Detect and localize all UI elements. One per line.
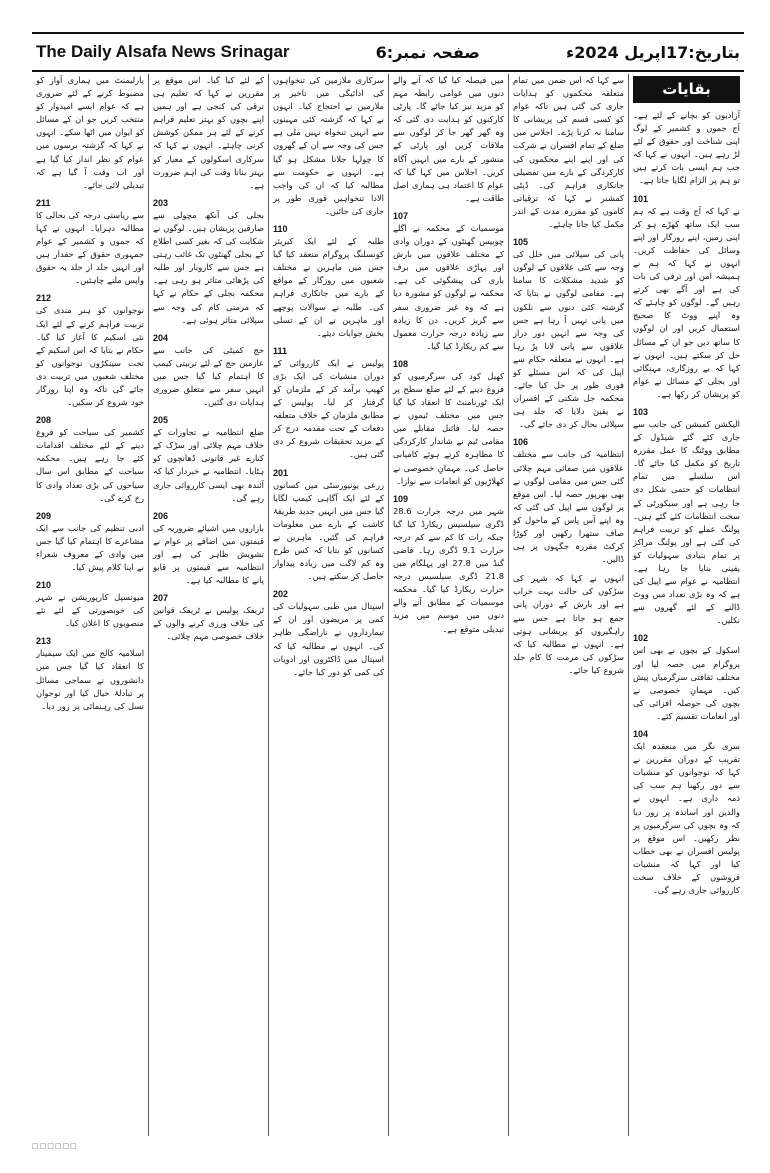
article-text: ٹریفک پولیس نے ٹریفک قوانین کی خلاف ورزی کرنے والوں کے خلاف خصوصی مہم چلائی۔: [153, 605, 264, 642]
article-number: 207: [153, 593, 169, 604]
column-3: [388, 74, 508, 1136]
article-text: زرعی یونیورسٹی میں کسانوں کے لئے ایک آگاہی کیمپ لگایا گیا جس میں انہیں جدید طریقۂ کاشت کے بارے میں معلومات فراہم کی گئیں۔ ماہرین نے کسانوں کو بتایا کہ کس طرح وہ کم لاگت میں زیادہ پیداوار حاصل کر سکتے ہیں۔: [273, 479, 384, 582]
article-text: موسمیات کے محکمہ نے اگلے چوبیس گھنٹوں کے دوران وادی کے مختلف علاقوں میں بارش اور پہاڑی علاقوں میں برف باری کی پیشگوئی کی ہے۔ محکمہ نے لوگوں کو مشورہ دیا ہے کہ وہ غیر ضروری سفر سے گریز کریں۔ دن کا زیادہ سے زیادہ درجہ حرارت معمول سے کم ریکارڈ کیا گیا۔: [393, 222, 504, 351]
article-text: پارلیمنٹ میں ہماری آواز کو مضبوط کرنے کے لئے ضروری ہے کہ عوام ایسے امیدوار کو منتخب کریں جو ان کے مسائل کو ایوان میں اٹھا سکے۔ انہوں نے کہا کہ گزشتہ برسوں میں عوام کو نظر انداز کیا گیا ہے اور اب وقت آ گیا ہے کہ تبدیلی لائی جائے۔: [36, 75, 144, 190]
footer-code: □□□□□□: [32, 1142, 78, 1150]
article-block: [36, 293, 144, 409]
article-block: [36, 580, 144, 630]
article-text: سے ریاستی درجہ کی بحالی کا مطالبہ دہرایا۔ انہوں نے کہا کہ جموں و کشمیر کے عوام جمہوری حقوق کے حقدار ہیں اور انہیں جلد از جلد یہ حقوق واپس ملنے چاہئیں۔: [36, 209, 144, 286]
page-number: صفحہ نمبر:6: [375, 42, 480, 62]
article-text: آزادیوں کو بچانے کے لئے ہے۔ آج جموں و کشمیر کے لوگ اپنی شناخت اور حقوق کے لئے لڑ رہے ہیں۔ انہوں نے کہا کہ جب ہم ایسی بات کرتے ہیں تو ہم پر الزام لگایا جاتا ہے۔: [633, 110, 740, 186]
article-text: شہر میں درجہ حرارت 28.6 ڈگری سیلسیس ریکارڈ کیا گیا جبکہ رات کا کم سے کم درجہ حرارت 9.1 ڈگری رہا۔ قاضی گنڈ میں 27.8 اور پہلگام میں 21.8 ڈگری سیلسیس درجہ حرارت ریکارڈ کیا گیا۔ محکمہ موسمیات کے مطابق آنے والے دنوں میں موسم میں مزید تبدیلی متوقع ہے۔: [393, 505, 505, 634]
article-block: [273, 74, 384, 218]
article-number: 211: [36, 197, 51, 208]
article-number: 102: [633, 633, 649, 644]
article-number: 110: [273, 224, 288, 235]
article-block: [273, 346, 384, 462]
article-text: الیکشن کمیشن کی جانب سے جاری کئے گئے شیڈول کے مطابق ووٹنگ کا عمل مقررہ تاریخ کو مکمل کیا جائے گا۔ اس سلسلے میں تمام انتظامات کو حتمی شکل دی جا رہی ہے اور سیکورٹی کے سخت انتظامات کئے گئے ہیں۔ پولنگ عملے کو تربیت فراہم کی گئی ہے اور پولنگ مراکز پر تمام بنیادی سہولیات کو یقینی بنایا جا رہا ہے۔ انتظامیہ نے عوام سے اپیل کی ہے کہ وہ بڑی تعداد میں ووٹ ڈالنے کے لئے گھروں سے نکلیں۔: [633, 418, 740, 626]
article-block: [153, 198, 264, 327]
article-number: 208: [36, 415, 52, 426]
article-block: [273, 468, 384, 584]
article-number: 108: [393, 358, 409, 369]
article-number: 202: [273, 589, 289, 600]
article-block: [36, 74, 144, 192]
article-text: بازاروں میں اشیائے ضروریہ کی قیمتوں میں اضافے پر عوام نے تشویش ظاہر کی ہے اور انتظامیہ سے قیمتوں پر قابو پانے کا مطالبہ کیا ہے۔: [153, 522, 264, 586]
masthead: [32, 32, 744, 72]
column-1: [628, 74, 744, 1136]
article-block: [273, 224, 384, 340]
article-block: [153, 333, 264, 409]
article-text: میں فیصلہ کیا گیا کہ آنے والے دنوں میں عوامی رابطہ مہم کو مزید تیز کیا جائے گا۔ پارٹی کارکنوں کو ہدایت دی گئی کہ وہ گھر گھر جا کر لوگوں سے ملاقات کریں اور پارٹی کے منشور کے بارے میں انہیں آگاہ کریں۔ اجلاس میں کہا گیا کہ عوام کا اعتماد ہی ہماری اصل طاقت ہے۔: [393, 75, 504, 203]
article-number: 104: [633, 729, 649, 740]
column-5: [148, 74, 268, 1136]
article-block: [513, 437, 624, 566]
article-number: 109: [393, 493, 409, 504]
article-number: 204: [153, 332, 169, 343]
article-block: [36, 636, 144, 712]
article-number: 205: [153, 415, 169, 426]
article-number: 203: [153, 197, 169, 208]
article-number: 111: [273, 345, 288, 356]
article-number: 106: [513, 437, 529, 448]
column-4: [268, 74, 388, 1136]
article-number: 107: [393, 210, 409, 221]
article-text: نے کہا کہ آج وقت ہے کہ ہم سب ایک ساتھ کھڑے ہو کر اپنی زمین، اپنے روزگار اور اپنے وسائل کی حفاظت کریں۔ انہوں نے کہا کہ ہم نے ہمیشہ امن اور ترقی کی بات کی ہے اور آگے بھی کرتے رہیں گے۔ لوگوں کو چاہئے کہ وہ اپنے ووٹ کا صحیح استعمال کریں اور ان لوگوں کا ساتھ دیں جو ان کے مسائل حل کر سکتے ہیں۔ انہوں نے کہا کہ بے روزگاری، مہنگائی اور بجلی کے مسائل نے عوام کو پریشان کر رکھا ہے۔: [633, 205, 740, 399]
columns-container: [32, 74, 744, 1136]
article-block: [393, 494, 504, 636]
article-text: نوجوانوں کو ہنر مندی کی تربیت فراہم کرنے کے لئے ایک نئی اسکیم کا آغاز کیا گیا۔ حکام نے بتایا کہ اس اسکیم کے تحت سینکڑوں نوجوانوں کو مختلف شعبوں میں تربیت دی جائے گی تاکہ وہ اپنا روزگار خود شروع کر سکیں۔: [36, 305, 144, 408]
article-number: 206: [153, 510, 169, 521]
article-block: [36, 415, 144, 505]
article-text: سرکاری ملازمین کی تنخواہوں کی ادائیگی میں تاخیر پر ملازمین نے احتجاج کیا۔ انہوں نے کہا کہ گزشتہ کئی مہینوں سے انہیں تنخواہ نہیں ملی ہے جس کی وجہ سے ان کے گھروں کا چولہا جلانا مشکل ہو گیا ہے۔ انہوں نے حکومت سے مطالبہ کیا کہ ان کی واجب الادا تنخواہیں فوری طور پر جاری کی جائیں۔: [273, 75, 384, 216]
article-block: [36, 511, 144, 574]
article-block: [513, 237, 624, 431]
column-2: [508, 74, 628, 1136]
article-text: کشمیر کی سیاحت کو فروغ دینے کے لئے مختلف اقدامات کئے جا رہے ہیں۔ محکمہ سیاحت کے مطابق اس سال سیاحوں کی بڑی تعداد وادی کا رخ کرے گی۔: [36, 427, 144, 503]
section-heading: بقایات: [633, 76, 740, 103]
article-block: [36, 198, 144, 288]
article-block: [513, 572, 624, 677]
article-text: انہوں نے کہا کہ شہر کی سڑکوں کی حالت بہت خراب ہے اور بارش کے دوران پانی جمع ہو جاتا ہے جس سے راہگیروں کو پریشانی ہوتی ہے۔ انہوں نے مطالبہ کیا کہ سڑکوں کی مرمت کا کام جلد شروع کیا جائے۔: [513, 573, 624, 675]
article-number: 210: [36, 580, 52, 591]
article-number: 212: [36, 293, 52, 304]
article-number: 101: [633, 193, 649, 204]
column-6: [32, 74, 148, 1136]
article-block: [153, 593, 264, 643]
article-text: حج کمیٹی کی جانب سے عازمین حج کے لئے تربیتی کیمپ کا اہتمام کیا گیا جس میں انہیں سفر سے متعلق ضروری ہدایات دی گئیں۔: [153, 344, 264, 408]
article-text: اسپتال میں طبی سہولیات کی کمی پر مریضوں اور ان کے تیمارداروں نے ناراضگی ظاہر کی۔ انہوں نے مطالبہ کیا کہ اسپتال میں ڈاکٹروں اور ادویات کی کمی کو دور کیا جائے۔: [273, 601, 384, 677]
article-text: سے کہا کہ اس ضمن میں تمام متعلقہ محکموں کو ہدایات جاری کی گئی ہیں تاکہ عوام کو کسی قسم کی پریشانی کا سامنا نہ کرنا پڑے۔ اجلاس میں ضلع کے تمام افسران نے شرکت کی اور اپنے اپنے محکموں کی کارکردگی کے بارے میں تفصیلی جانکاری فراہم کی۔ ڈپٹی کمشنر نے کہا کہ ترقیاتی کاموں کو مقررہ مدت کے اندر مکمل کیا جانا چاہئے۔: [513, 75, 624, 230]
article-text: میونسپل کارپوریشن نے شہر کی خوبصورتی کے لئے نئے منصوبوں کا اعلان کیا۔: [36, 592, 144, 629]
article-text: ضلع انتظامیہ نے تجاوزات کے خلاف مہم چلائی اور سڑک کے کنارے غیر قانونی ڈھانچوں کو ہٹایا۔ انتظامیہ نے خبردار کیا کہ آئندہ بھی ایسی کارروائی جاری رہے گی۔: [153, 427, 264, 503]
article-block: [393, 359, 504, 488]
article-block: [393, 211, 504, 353]
article-text: اسکول کے بچوں نے بھی اس پروگرام میں حصہ لیا اور مختلف ثقافتی سرگرمیاں پیش کیں۔ مہمانِ خصوصی نے بچوں کی حوصلہ افزائی کی اور انعامات تقسیم کئے۔: [633, 645, 740, 721]
article-block: [633, 633, 740, 723]
article-text: سری نگر میں منعقدہ ایک تقریب کے دوران مقررین نے کہا کہ نوجوانوں کو منشیات سے دور رکھنا ہم سب کی ذمہ داری ہے۔ انہوں نے والدین اور اساتذہ پر زور دیا کہ وہ بچوں کی سرگرمیوں پر نظر رکھیں۔ اس موقع پر پولیس افسران نے بھی خطاب کیا اور کہا کہ منشیات فروشوں کے خلاف سخت کارروائی جاری رہے گی۔: [633, 741, 740, 896]
article-text: اسلامیہ کالج میں ایک سیمینار کا انعقاد کیا گیا جس میں دانشوروں نے سماجی مسائل پر تبادلۂ خیال کیا اور نوجوان نسل کی رہنمائی پر زور دیا۔: [36, 648, 144, 711]
article-text: ادبی تنظیم کی جانب سے ایک مشاعرے کا اہتمام کیا گیا جس میں وادی کے معروف شعراء نے اپنا کلام پیش کیا۔: [36, 522, 144, 572]
article-block: [153, 74, 264, 192]
article-text: بجلی کی آنکھ مچولی سے صارفین پریشان ہیں۔ لوگوں نے شکایت کی کہ بغیر کسی اطلاع کے بجلی گھنٹوں تک غائب رہتی ہے جس سے کاروبار اور طلبہ کی پڑھائی متاثر ہو رہی ہے۔ محکمہ بجلی کے حکام نے کہا کہ مرمتی کام کی وجہ سے سپلائی متاثر ہوئی ہے۔: [153, 209, 264, 325]
article-number: 103: [633, 406, 649, 417]
article-block: [633, 729, 740, 897]
article-block: [513, 74, 624, 231]
article-text: پانی کی سپلائی میں خلل کی وجہ سے کئی علاقوں کے لوگوں کو شدید مشکلات کا سامنا ہے۔ مقامی لوگوں نے بتایا کہ گزشتہ کئی دنوں سے نلکوں میں پانی نہیں آ رہا ہے جس کی وجہ سے انہیں دور دراز علاقوں سے پانی لانا پڑ رہا ہے۔ انہوں نے متعلقہ حکام سے اپیل کی کہ اس مسئلے کو فوری طور پر حل کیا جائے۔ محکمہ جل شکتی کے افسران نے یقین دلایا کہ جلد ہی سپلائی بحال کر دی جائے گی۔: [513, 249, 624, 430]
article-block: [633, 109, 740, 188]
article-block: [153, 415, 264, 505]
article-number: 201: [273, 467, 289, 478]
article-block: [153, 511, 264, 587]
article-block: [633, 194, 740, 401]
article-number: 209: [36, 510, 52, 521]
article-block: [633, 407, 740, 628]
issue-date: بتاریخ:17اپریل 2024ء: [566, 42, 740, 62]
article-text: انتظامیہ کی جانب سے مختلف علاقوں میں صفائی مہم چلائی گئی جس میں مقامی لوگوں نے بھی بھرپور حصہ لیا۔ اس موقع پر لوگوں سے اپیل کی گئی کہ وہ اپنے آس پاس کے ماحول کو صاف ستھرا رکھیں اور کوڑا کرکٹ مقررہ جگہوں پر ہی ڈالیں۔: [513, 449, 624, 565]
article-text: کے لئے کیا گیا۔ اس موقع پر مقررین نے کہا کہ تعلیم ہی ترقی کی کنجی ہے اور ہمیں اپنے بچوں کو بہتر تعلیم فراہم کرنے کے لئے ہر ممکن کوشش کرنی چاہئے۔ انہوں نے کہا کہ سرکاری اسکولوں کے معیار کو بہتر بنانا وقت کی اہم ضرورت ہے۔: [153, 75, 264, 190]
article-text: طلبہ کے لئے ایک کیریئر کونسلنگ پروگرام منعقد کیا گیا جس میں ماہرین نے مختلف شعبوں میں روزگار کے مواقع کے بارے میں جانکاری فراہم کی۔ طلبہ نے سوالات پوچھے اور ماہرین نے ان کے تسلی بخش جوابات دیئے۔: [273, 236, 384, 338]
article-block: [273, 589, 384, 679]
article-number: 213: [36, 636, 52, 647]
article-text: کھیل کود کی سرگرمیوں کو فروغ دینے کے لئے ضلع سطح پر ایک ٹورنامنٹ کا انعقاد کیا گیا جس میں مختلف ٹیموں نے حصہ لیا۔ فائنل مقابلے میں مقامی ٹیم نے شاندار کارکردگی کا مظاہرہ کرتے ہوئے کامیابی حاصل کی۔ مہمانِ خصوصی نے کھلاڑیوں کو انعامات سے نوازا۔: [393, 370, 504, 486]
newspaper-title: The Daily Alsafa News Srinagar: [36, 42, 290, 61]
article-text: پولیس نے ایک کارروائی کے دوران منشیات کی ایک بڑی کھیپ برآمد کر کے ملزمان کو گرفتار کر لیا۔ پولیس کے مطابق ملزمان کے خلاف متعلقہ دفعات کے تحت مقدمہ درج کر کے مزید تحقیقات شروع کر دی گئی ہیں۔: [273, 357, 384, 460]
article-block: [393, 74, 504, 205]
article-number: 105: [513, 237, 529, 248]
